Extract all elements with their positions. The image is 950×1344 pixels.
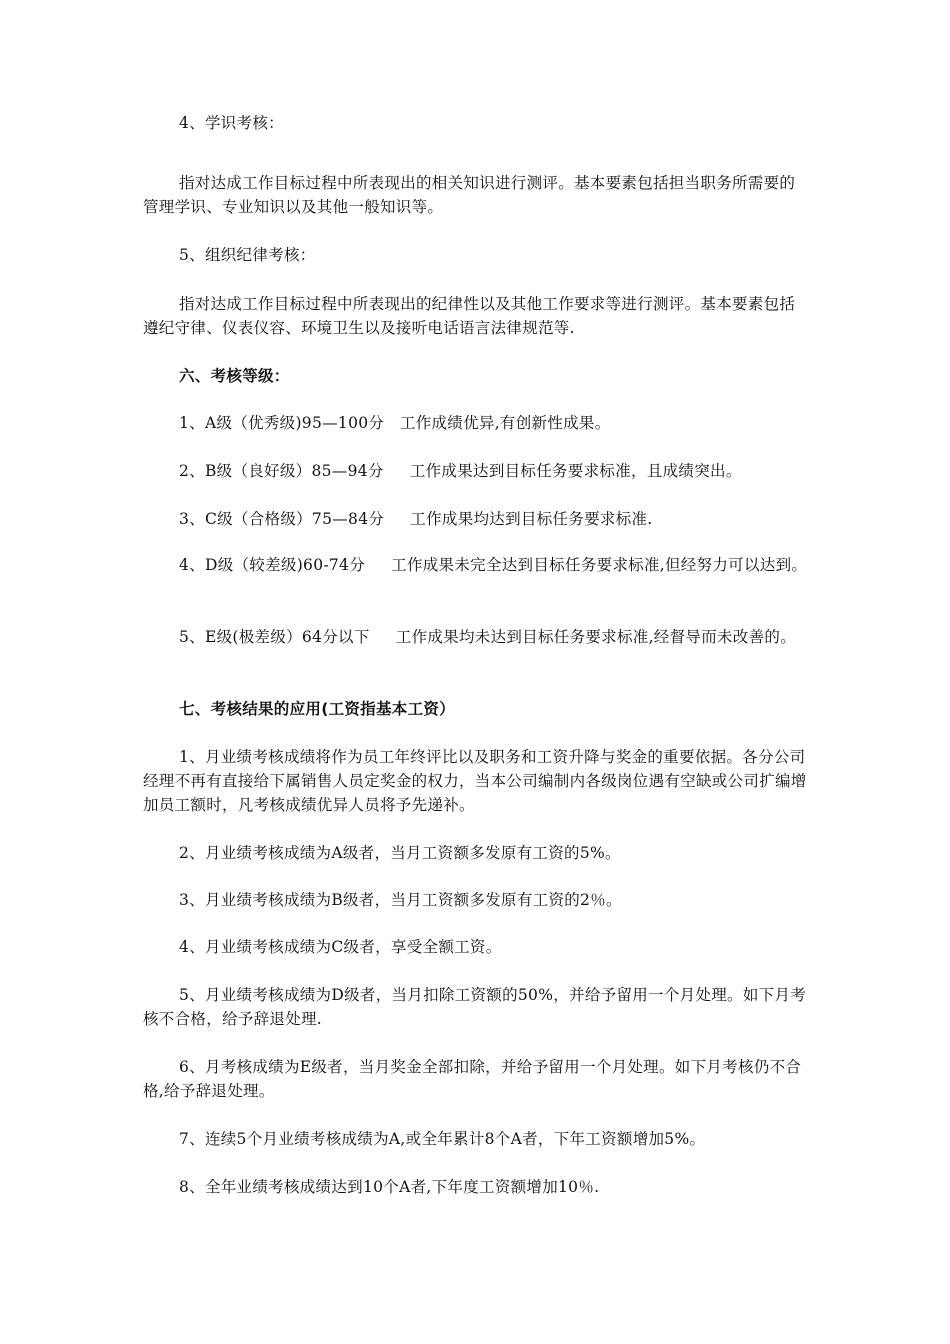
application-item-4: 4、月业绩考核成绩为C级者，享受全额工资。 — [179, 938, 502, 956]
application-item-5: 5、月业绩考核成绩为D级者，当月扣除工资额的50%，并给予留用一个月处理。如下月考核不合格，给予辞退处理. — [143, 986, 807, 1028]
section-4-body: 指对达成工作目标过程中所表现出的相关知识进行测评。基本要素包括担当职务所需要的管理学识、专业知识以及其他一般知识等。 — [143, 174, 796, 216]
application-item-3: 3、月业绩考核成绩为B级者，当月工资额多发原有工资的2％。 — [179, 891, 622, 909]
section-5-title: 5、组织纪律考核： — [179, 246, 316, 264]
application-item-1: 1、月业绩考核成绩将作为员工年终评比以及职务和工资升降与奖金的重要依据。各分公司经理不再有直接给下属销售人员定奖金的权力，当本公司编制内各级岗位遇有空缺或公司扩编增加员工额时，凡考核成绩优异人员将予先递补。 — [143, 748, 807, 814]
section-4-title: 4、学识考核： — [179, 114, 284, 132]
grade-e-item: 5、E级(极差级）64分以下 工作成果均未达到目标任务要求标准,经督导而未改善的。 — [179, 628, 797, 646]
grade-b-item: 2、B级（良好级）85—94分 工作成果达到目标任务要求标准，且成绩突出。 — [179, 462, 742, 480]
heading-result-application: 七、考核结果的应用(工资指基本工资） — [179, 700, 455, 718]
heading-assessment-grades: 六、考核等级： — [179, 367, 290, 385]
application-item-6: 6、月考核成绩为E级者，当月奖金全部扣除，并给予留用一个月处理。如下月考核仍不合格,给予辞退处理。 — [143, 1058, 802, 1100]
application-item-7: 7、连续5个月业绩考核成绩为A,或全年累计8个A者，下年工资额增加5%。 — [179, 1130, 706, 1148]
application-item-8: 8、全年业绩考核成绩达到10个A者,下年度工资额增加10％. — [179, 1178, 600, 1196]
grade-c-item: 3、C级（合格级）75—84分 工作成果均达到目标任务要求标准. — [179, 510, 653, 528]
section-5-body: 指对达成工作目标过程中所表现出的纪律性以及其他工作要求等进行测评。基本要素包括遵纪守律、仪表仪容、环境卫生以及接听电话语言法律规范等. — [143, 295, 796, 337]
grade-d-item: 4、D级（较差级)60-74分 工作成果未完全达到目标任务要求标准,但经努力可以达到。 — [179, 556, 808, 574]
grade-a-item: 1、A级（优秀级)95—100分 工作成绩优异,有创新性成果。 — [179, 414, 611, 432]
application-item-2: 2、月业绩考核成绩为A级者，当月工资额多发原有工资的5%。 — [179, 844, 621, 862]
